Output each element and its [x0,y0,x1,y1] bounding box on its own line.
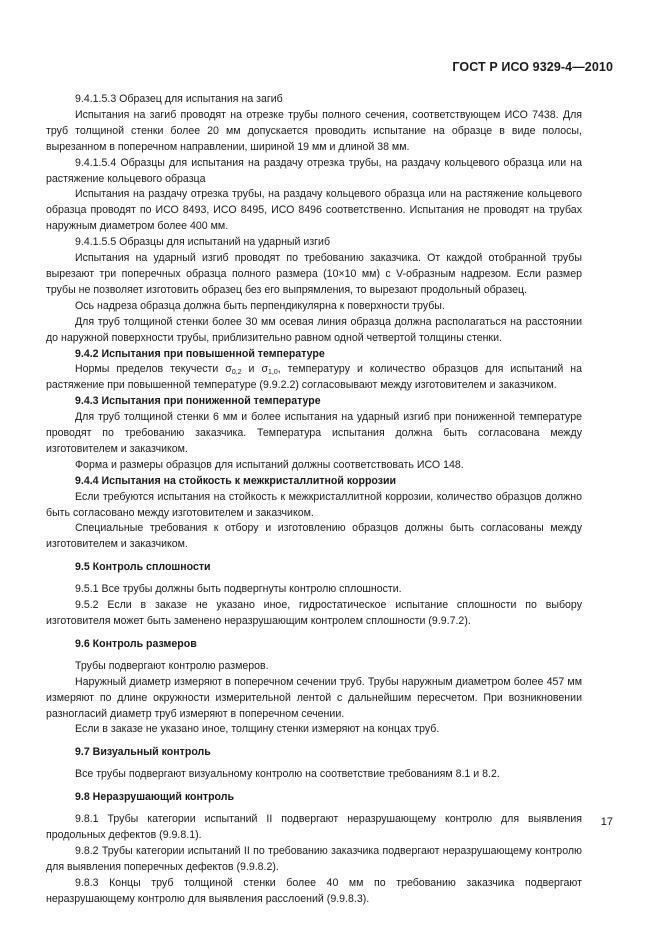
paragraph: Ось надреза образца должна быть перпендикулярна к поверхности трубы. [75,299,445,312]
section-heading: 9.6 Контроль размеров [75,637,197,650]
paragraph: Если в заказе не указано иное, толщину стенки измеряют на концах труб. [75,723,440,736]
paragraph: Для труб толщиной стенки 6 мм и более испытания на ударный изгиб при пониженной температуре проводят по требованию заказчика. Температура испытания должна быть согласована между изготовителем и заказчиком. [46,411,582,455]
section-heading: 9.4.2 Испытания при повышенной температуре [75,347,325,360]
paragraph: 9.5.1 Все трубы должны быть подвергнуты контролю сплошности. [75,583,402,596]
paragraph: Форма и размеры образцов для испытаний должны соответствовать ИСО 148. [75,458,464,471]
paragraph: Испытания на ударный изгиб проводят по требованию заказчика. От каждой отобранной трубы вырезают три поперечных образца полного размера (10×10 мм) с V-образным надрезом. Если размер трубы не позволяет изготовить образец без его выпрямления, то вырезают продольный образец. [46,252,582,296]
paragraph: Специальные требования к отбору и изготовлению образцов должны быть согласованы между изготовителем и заказчиком. [46,522,582,551]
document-body [46,92,582,908]
paragraph: 9.8.3 Концы труб толщиной стенки более 40 мм по требованию заказчика подвергают неразрушающему контролю для выявления расслоений (9.9.8.3). [46,876,582,905]
paragraph: 9.4.1.5.3 Образец для испытания на загиб [75,93,283,105]
paragraph: Для труб толщиной стенки более 30 мм осевая линия образца должна располагаться на расстоянии до наружной поверхности трубы, приблизительно равном одной четвертой толщины стенки. [46,315,582,344]
page-number: 17 [600,816,613,828]
section-heading: 9.7 Визуальный контроль [75,746,211,759]
paragraph: Наружный диаметр измеряют в поперечном сечении труб. Трубы наружным диаметром более 457 мм измеряют по длине окружности измерительной лентой с дальнейшим пересчетом. При возникновении разногласий диаметр труб измеряют в поперечном сечении. [46,675,582,720]
paragraph: 9.5.2 Если в заказе не указано иное, гидростатическое испытание сплошности по выбору изготовителя может быть заменено неразрушающим контролем сплошности (9.9.7.2). [46,599,582,627]
paragraph: Нормы пределов текучести $\sigma_{0,2}$ и $\sigma_{1,0}$, температуру и количество образцов для испытаний на растяжение при повышенной температуре (9.9.2.2) согласовывают между изготовителем и заказчиком. [46,363,582,392]
section-heading: 9.8 Неразрушающий контроль [75,791,235,804]
paragraph: 9.4.1.5.4 Образцы для испытания на раздачу отрезка трубы, на раздачу кольцевого образца или на растяжение кольцевого образца [46,156,582,185]
paragraph: Все трубы подвергают визуальному контролю на соответствие требованиям 8.1 и 8.2. [75,768,500,781]
paragraph: Если требуются испытания на стойкость к межкристаллитной коррозии, количество образцов должно быть согласовано между изготовителем и заказчиком. [46,490,582,519]
paragraph: Испытания на загиб проводят на отрезке трубы полного сечения, соответствующем ИСО 7438. Для труб толщиной стенки более 20 мм допускается проводить испытание на образце в виде полосы, вырезанном в поперечном направлении, шириной 19 мм и длиной 38 мм. [46,108,582,153]
document-header: ГОСТ Р ИСО 9329-4—2010 [452,60,613,74]
section-heading: 9.4.3 Испытания при пониженной температуре [75,395,321,408]
section-heading: 9.4.4 Испытания на стойкость к межкристаллитной коррозии [75,474,397,487]
paragraph: 9.8.2 Трубы категории испытаний II по требованию заказчика подвергают неразрушающему контролю для выявления поперечных дефектов (9.9.8.2). [46,844,582,873]
paragraph: 9.4.1.5.5 Образцы для испытаний на ударный изгиб [75,236,331,249]
paragraph: Испытания на раздачу отрезка трубы, на раздачу кольцевого образца или на растяжение кольцевого образца проводят по ИСО 8493, ИСО 8495, ИСО 8496 соответственно. Испытания не проводят на трубах наружным диаметром более 400 мм. [46,188,582,233]
section-heading: 9.5 Контроль сплошности [75,561,211,574]
paragraph: 9.8.1 Трубы категории испытаний II подвергают неразрушающему контролю для выявления продольных дефектов (9.9.8.1). [46,813,582,841]
paragraph: Трубы подвергают контролю размеров. [75,659,269,672]
